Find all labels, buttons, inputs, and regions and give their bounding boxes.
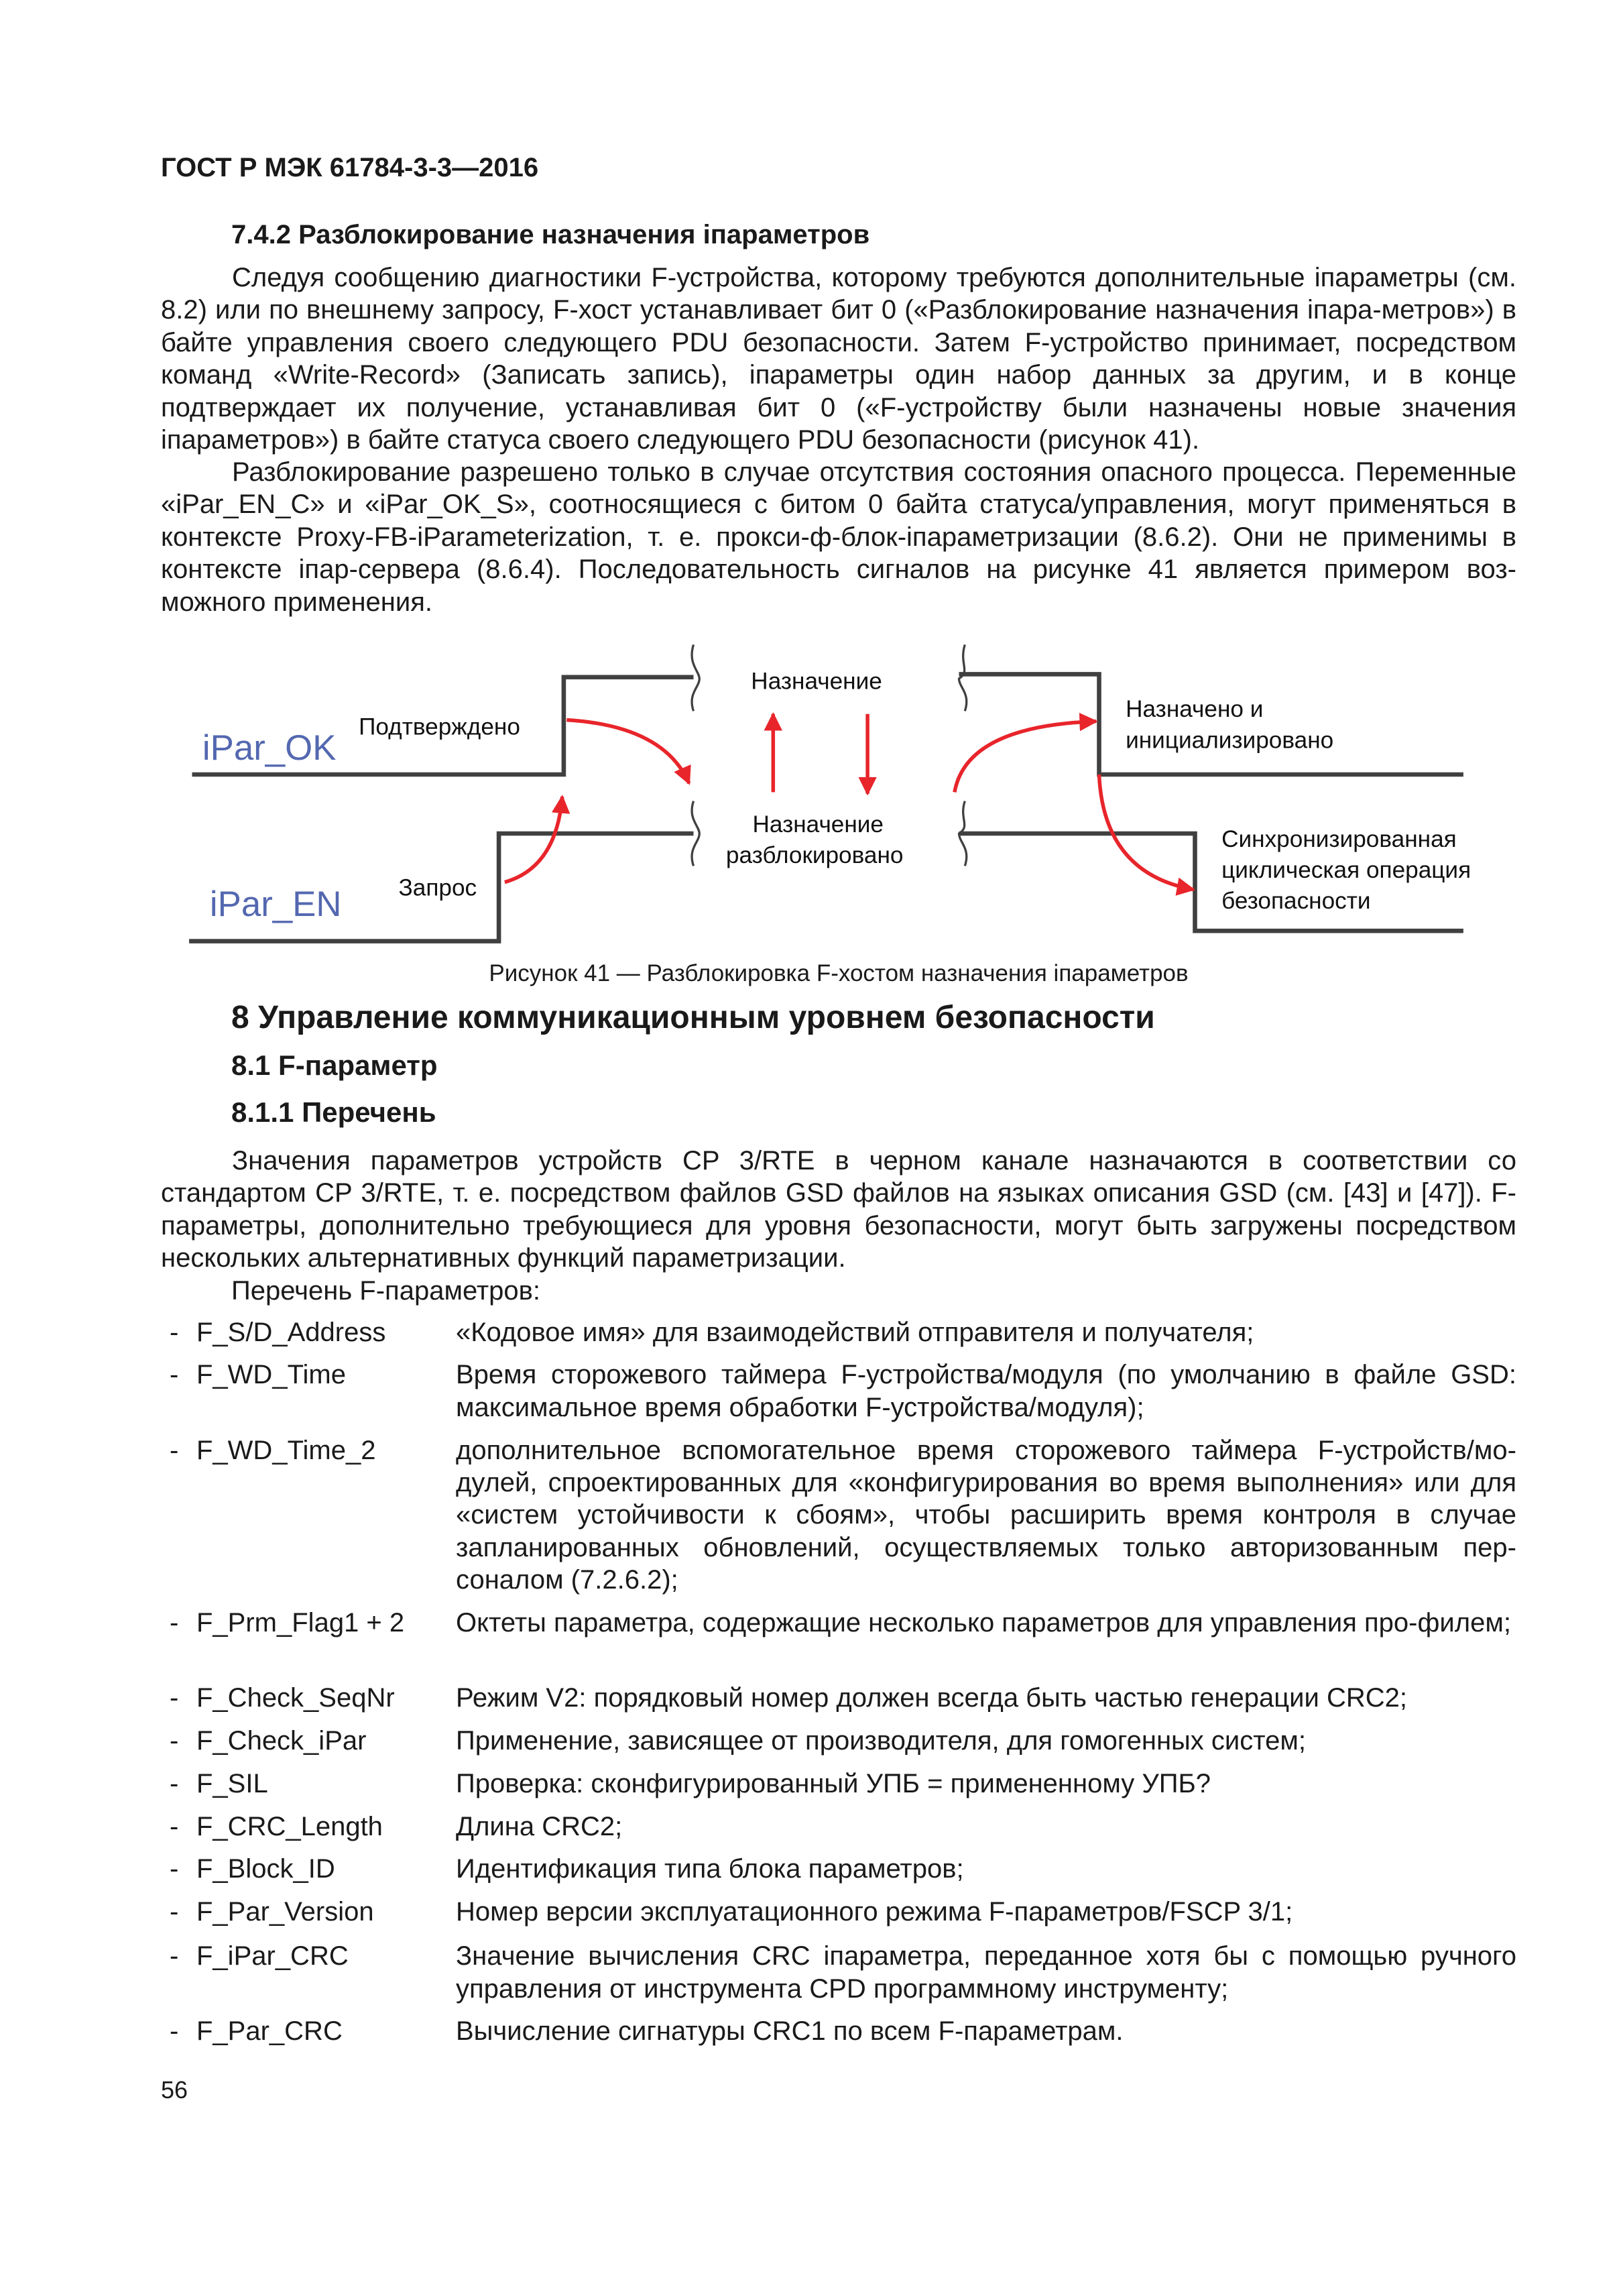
list-dash: -	[170, 1317, 179, 1347]
signal-sequence-diagram	[0, 634, 1623, 959]
list-item	[0, 1316, 1623, 1347]
parameter-name: F_WD_Time	[196, 1360, 346, 1390]
parameter-description: Значение вычисления CRC iпараметра, переданное хотя бы с помощью ручного управления от инструмента CPD программному инструменту;	[456, 1941, 1516, 2004]
parameter-description: Длина CRC2;	[456, 1811, 623, 1841]
parameter-name: F_WD_Time_2	[196, 1435, 376, 1465]
list-dash: -	[170, 1941, 179, 1971]
parameter-description: Режим V2: порядковый номер должен всегда быть частью генерации CRC2;	[456, 1683, 1407, 1713]
arrow-confirmed	[566, 720, 689, 784]
document-header: ГОСТ Р МЭК 61784-3-3—2016	[161, 153, 539, 182]
parameter-name: F_Block_ID	[196, 1854, 335, 1884]
arrow-request	[505, 797, 562, 882]
parameter-description: Вычисление сигнатуры CRC1 по всем F-параметрам.	[456, 2016, 1124, 2047]
label-request: Запрос	[398, 874, 477, 901]
parameter-name: F_S/D_Address	[196, 1317, 386, 1347]
label-assigned: инициализировано	[1126, 727, 1334, 754]
list-dash: -	[170, 1811, 179, 1841]
list-dash: -	[170, 1854, 179, 1884]
paragraph: Значения параметров устройств CP 3/RTE в черном канале назначаются в соответствии со стандартом CP 3/RTE, т. е. посредством файлов GSD файлов на языках описания GSD (см. [43] и [47]). F-параметры, дополнительно требующиеся для уровня безопасности, могут быть загружены посредством нескольких альтернативных функций параметризации.	[161, 1146, 1516, 1273]
section-heading-7-4-2: 7.4.2 Разблокирование назначения iпараметров	[231, 220, 870, 249]
section-heading-8-1: 8.1 F-параметр	[231, 1049, 438, 1081]
parameter-name: F_Prm_Flag1 + 2	[196, 1608, 405, 1638]
label-unlocked: Назначение	[752, 811, 884, 838]
parameter-name: F_SIL	[196, 1768, 268, 1798]
list-intro: Перечень F-параметров:	[231, 1276, 541, 1306]
parameter-description: «Кодовое имя» для взаимодействий отправителя и получателя;	[456, 1317, 1254, 1347]
parameter-name: F_Check_SeqNr	[196, 1683, 395, 1713]
page-number: 56	[161, 2076, 188, 2104]
paragraph: Разблокирование разрешено только в случае отсутствия состояния опасного процесса. Переменные «iPar_EN_C» и «iPar_OK_S», соотносящиеся с битом 0 байта статуса/управления, могут применяться в контексте Proxy-FB-iParameterization, т. е. прокси-ф-блок-iпараметризации (8.6.2). Они не применимы в контексте iпар-сервера (8.6.4). Последовательность сигналов на рисунке 41 является примером воз-можного применения.	[161, 457, 1516, 617]
label-sync: Синхронизированная	[1221, 825, 1457, 852]
parameter-name: F_Check_iPar	[196, 1726, 367, 1756]
list-dash: -	[170, 1726, 179, 1756]
parameter-name: F_Par_Version	[196, 1897, 374, 1927]
label-sync: циклическая операция	[1221, 857, 1471, 883]
list-dash: -	[170, 2016, 179, 2047]
list-item	[0, 1434, 1623, 1595]
parameter-description: дополнительное вспомогательное время сторожевого таймера F-устройств/мо-дулей, спроектированных для «конфигурирования во время выполнения» или для «систем устойчивости к сбоям», чтобы расширить время контроля в случае запланированных обновлений, осуществляемых только авторизованным пер-соналом (7.2.6.2);	[456, 1435, 1516, 1595]
list-item	[0, 1940, 1623, 2004]
parameter-name: F_iPar_CRC	[196, 1941, 349, 1971]
list-dash: -	[170, 1608, 179, 1638]
parameter-name: F_Par_CRC	[196, 2016, 343, 2047]
figure-caption: Рисунок 41 — Разблокировка F-хостом назначения iпараметров	[489, 960, 1189, 986]
signal-label-ipar-ok: iPar_OK	[202, 728, 337, 768]
list-item	[0, 2015, 1623, 2047]
arrow-assigned	[955, 722, 1096, 793]
list-dash: -	[170, 1897, 179, 1927]
list-dash: -	[170, 1768, 179, 1798]
label-sync: безопасности	[1221, 888, 1371, 915]
parameter-description: Время сторожевого таймера F-устройства/модуля (по умолчанию в файле GSD: максимальное время обработки F-устройства/модуля);	[456, 1360, 1516, 1422]
label-unlocked: разблокировано	[725, 842, 904, 868]
parameter-description: Идентификация типа блока параметров;	[456, 1854, 964, 1884]
parameter-description: Проверка: сконфигурированный УПБ = примененному УПБ?	[456, 1768, 1211, 1798]
parameter-description: Номер версии эксплуатационного режима F-параметров/FSCP 3/1;	[456, 1897, 1293, 1927]
parameter-description: Октеты параметра, содержащие несколько параметров для управления про-филем;	[456, 1608, 1511, 1638]
section-heading-8-1-1: 8.1.1 Перечень	[231, 1096, 436, 1128]
list-dash: -	[170, 1360, 179, 1390]
paragraph: Следуя сообщению диагностики F-устройства, которому требуются дополнительные iпараметры (см. 8.2) или по внешнему запросу, F-хост устанавливает бит 0 («Разблокирование назначения iпара-метров») в байте управления своего следующего PDU безопасности. Затем F-устройство принимает, посредством команд «Write-Record» (Записать запись), iпараметры один набор данных за другим, и в конце подтверждает их получение, устанавливая бит 0 («F-устройству были назначены новые значения iпараметров») в байте статуса своего следующего PDU безопасности (рисунок 41).	[161, 263, 1516, 455]
signal-label-ipar-en: iPar_EN	[209, 884, 342, 925]
parameter-name: F_CRC_Length	[196, 1811, 383, 1841]
parameter-description: Применение, зависящее от производителя, для гомогенных систем;	[456, 1726, 1306, 1756]
label-confirmed: Подтверждено	[359, 713, 520, 740]
list-dash: -	[170, 1683, 179, 1713]
section-heading-8: 8 Управление коммуникационным уровнем безопасности	[231, 1000, 1155, 1035]
label-assignment: Назначение	[751, 668, 882, 695]
label-assigned: Назначено и	[1126, 696, 1264, 723]
ipar-ok-signal-right	[959, 674, 1463, 774]
list-dash: -	[170, 1435, 179, 1465]
break-mark	[959, 644, 967, 711]
